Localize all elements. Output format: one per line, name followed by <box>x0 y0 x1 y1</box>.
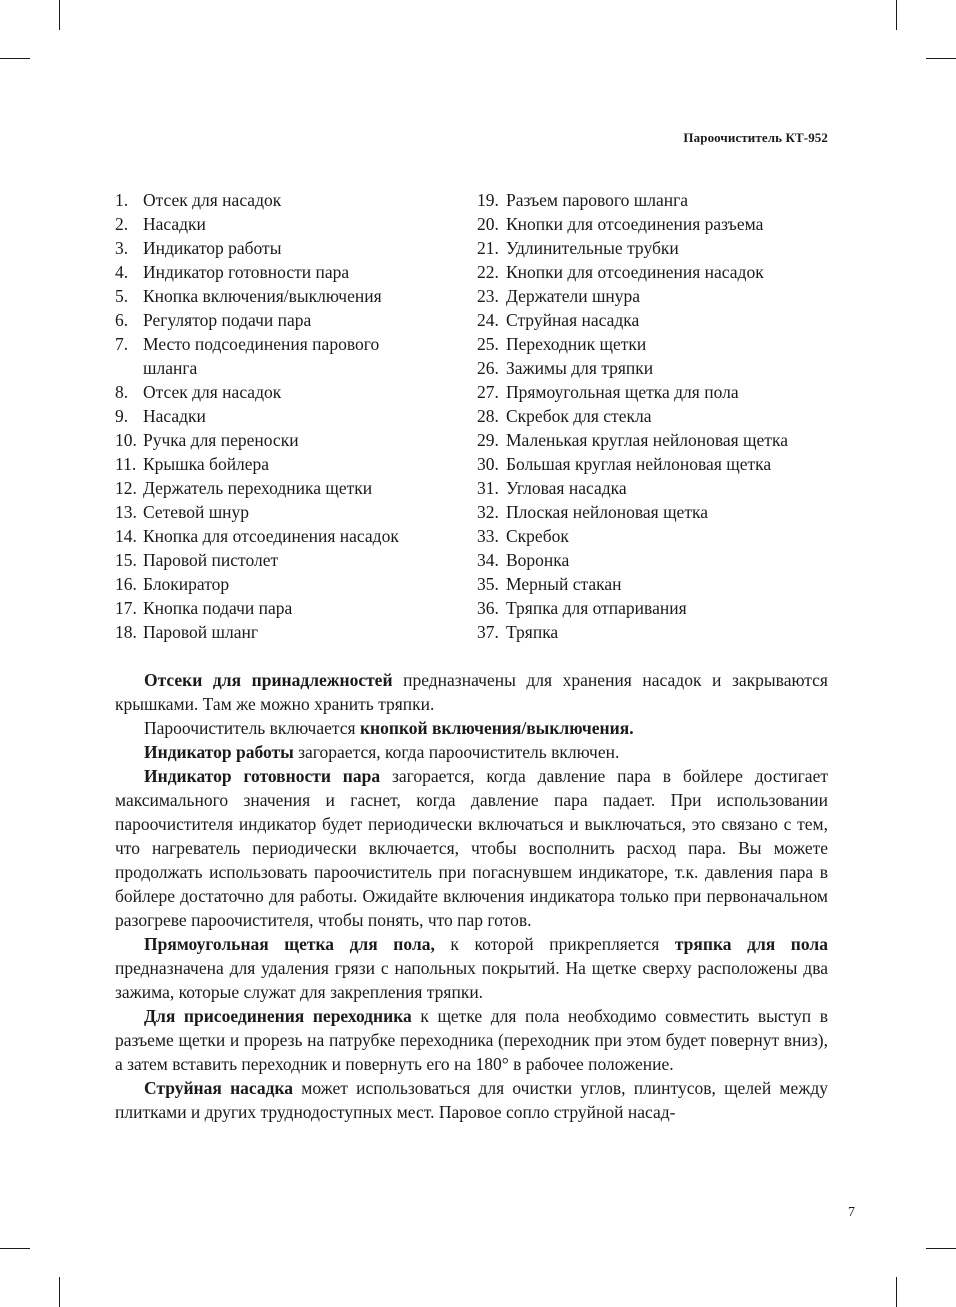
list-item-number: 16. <box>115 574 137 594</box>
list-item <box>477 308 837 332</box>
paragraph-text: загорается, когда давление пара в бойлере достигает максимального значения и гаснет, когда давление пара падает. При использовании пароочистителя индикатор будет периодически включаться и выключаться, это связано с тем, что нагреватель периодически включается, чтобы восполнить расход пара. Вы можете продолжать использовать пароочиститель при погаснувшем индикаторе, т.к. давления пара в бойлере достаточно для работы. Ожидайте включения индикатора только при первоначальном разогреве пароочистителя, чтобы понять, что пар готов. <box>115 766 828 930</box>
list-item-label: Тряпка <box>506 622 559 642</box>
list-item-number: 11. <box>115 454 137 474</box>
list-item-label: Скребок <box>506 526 569 546</box>
list-item-label: Удлинительные трубки <box>506 238 679 258</box>
list-item-number: 14. <box>115 526 137 546</box>
list-item-label: Держатели шнура <box>506 286 641 306</box>
paragraph-text: к щетке для пола необходимо совместить выступ в разъеме щетки и прорезь на патрубке переходника (переходник при этом будет повернут вниз), а затем вставить переходник и повернуть его на 180° в рабочее положение. <box>115 1006 828 1074</box>
list-item-number: 35. <box>477 574 499 594</box>
crop-mark <box>926 58 956 59</box>
list-item <box>115 500 460 524</box>
list-item <box>115 308 460 332</box>
paragraph <box>115 1076 828 1124</box>
list-item <box>115 452 460 476</box>
list-item-number: 18. <box>115 622 137 642</box>
list-item <box>115 524 460 548</box>
list-item-label-continued: шланга <box>143 358 198 378</box>
list-item <box>115 260 460 284</box>
list-item <box>477 524 837 548</box>
paragraph-text: предназначены для хранения насадок и закрываются крышками. Там же можно хранить тряпки. <box>115 670 828 714</box>
list-item <box>477 236 837 260</box>
parts-list-right <box>477 188 837 644</box>
list-item-number: 28. <box>477 406 499 426</box>
list-item-number: 32. <box>477 502 499 522</box>
paragraph-text: загорается, когда пароочиститель включен. <box>293 742 620 762</box>
list-item <box>115 620 460 644</box>
list-item-label: Зажимы для тряпки <box>506 358 654 378</box>
list-item-number: 9. <box>115 406 129 426</box>
list-item-number: 26. <box>477 358 499 378</box>
list-item-label: Место подсоединения парового <box>143 334 380 354</box>
bold-term: Прямоугольная щетка для пола, <box>144 934 435 954</box>
list-item <box>477 332 837 356</box>
list-item-label: Отсек для насадок <box>143 190 282 210</box>
list-item-label: Угловая насадка <box>506 478 627 498</box>
crop-mark <box>59 0 60 30</box>
list-item-label: Насадки <box>143 406 206 426</box>
list-item <box>115 572 460 596</box>
list-item-number: 19. <box>477 190 499 210</box>
crop-mark <box>896 0 897 30</box>
list-item-label: Скребок для стекла <box>506 406 652 426</box>
list-item-number: 4. <box>115 262 129 282</box>
list-item-number: 22. <box>477 262 499 282</box>
crop-mark <box>896 1277 897 1307</box>
list-item <box>115 548 460 572</box>
list-item-number: 36. <box>477 598 499 618</box>
list-item <box>115 212 460 236</box>
list-item-number: 25. <box>477 334 499 354</box>
list-item-label: Регулятор подачи пара <box>143 310 312 330</box>
list-item-label: Кнопки для отсоединения насадок <box>506 262 764 282</box>
list-item <box>477 620 837 644</box>
list-item-number: 2. <box>115 214 129 234</box>
list-item <box>477 260 837 284</box>
list-item-label: Индикатор работы <box>143 238 282 258</box>
list-item-label: Паровой пистолет <box>143 550 279 570</box>
crop-mark <box>926 1248 956 1249</box>
crop-mark <box>59 1277 60 1307</box>
list-item <box>477 572 837 596</box>
list-item-label: Насадки <box>143 214 206 234</box>
list-item-number: 30. <box>477 454 499 474</box>
paragraph <box>115 1004 828 1076</box>
parts-list-left <box>115 188 460 644</box>
list-item <box>115 332 460 380</box>
list-item-label: Кнопки для отсоединения разъема <box>506 214 764 234</box>
list-item-label: Кнопка подачи пара <box>143 598 293 618</box>
list-item <box>115 284 460 308</box>
list-item <box>477 476 837 500</box>
paragraph <box>115 932 828 1004</box>
list-item-label: Тряпка для отпаривания <box>506 598 687 618</box>
bold-term: Индикатор готовности пара <box>144 766 381 786</box>
body-text <box>115 668 828 1124</box>
list-item-label: Кнопка включения/выключения <box>143 286 382 306</box>
list-item-label: Сетевой шнур <box>143 502 250 522</box>
list-item-label: Кнопка для отсоединения насадок <box>143 526 399 546</box>
list-item-number: 31. <box>477 478 499 498</box>
list-item <box>477 548 837 572</box>
bold-term: тряпка для пола <box>674 934 828 954</box>
list-item-number: 8. <box>115 382 129 402</box>
list-item <box>477 212 837 236</box>
list-item-number: 33. <box>477 526 499 546</box>
list-item <box>477 188 837 212</box>
list-item-number: 3. <box>115 238 129 258</box>
list-item-label: Держатель переходника щетки <box>143 478 373 498</box>
list-item-label: Ручка для переноски <box>143 430 299 450</box>
paragraph-text: предназначена для удаления грязи с напольных покрытий. На щетке сверху расположены два зажима, которые служат для закрепления тряпки. <box>115 958 828 1002</box>
list-item <box>477 428 837 452</box>
list-item-number: 10. <box>115 430 137 450</box>
crop-mark <box>0 58 30 59</box>
list-item-label: Воронка <box>506 550 570 570</box>
paragraph <box>115 764 828 932</box>
list-item-label: Прямоугольная щетка для пола <box>506 382 739 402</box>
paragraph-text: Пароочиститель включается <box>144 718 360 738</box>
list-item-number: 1. <box>115 190 129 210</box>
paragraph-text: к которой прикрепляется <box>434 934 675 954</box>
list-item-label: Большая круглая нейлоновая щетка <box>506 454 772 474</box>
list-item <box>115 404 460 428</box>
bold-term: Индикатор работы <box>144 742 294 762</box>
list-item-label: Паровой шланг <box>143 622 259 642</box>
list-item-number: 6. <box>115 310 129 330</box>
list-item-label: Отсек для насадок <box>143 382 282 402</box>
paragraph-text: может использоваться для очистки углов, плинтусов, щелей между плитками и других труднодоступных мест. Паровое сопло струйной насад- <box>115 1078 828 1122</box>
paragraph <box>115 740 828 764</box>
list-item <box>477 500 837 524</box>
page-number: 7 <box>848 1205 855 1220</box>
list-item-number: 12. <box>115 478 137 498</box>
list-item-label: Мерный стакан <box>506 574 622 594</box>
paragraph <box>115 716 828 740</box>
list-item-label: Маленькая круглая нейлоновая щетка <box>506 430 788 450</box>
crop-mark <box>0 1248 30 1249</box>
list-item-label: Разъем парового шланга <box>506 190 689 210</box>
list-item-number: 15. <box>115 550 137 570</box>
list-item-label: Переходник щетки <box>506 334 647 354</box>
list-item-number: 27. <box>477 382 499 402</box>
list-item-number: 5. <box>115 286 129 306</box>
list-item <box>115 188 460 212</box>
paragraph <box>115 668 828 716</box>
list-item-number: 37. <box>477 622 499 642</box>
list-item <box>115 476 460 500</box>
list-item <box>477 452 837 476</box>
list-item-label: Крышка бойлера <box>143 454 270 474</box>
list-item-number: 23. <box>477 286 499 306</box>
bold-term: Для присоединения переходника <box>144 1006 412 1026</box>
list-item <box>477 284 837 308</box>
bold-term: Отсеки для принадлежностей <box>144 670 393 690</box>
list-item-number: 21. <box>477 238 499 258</box>
list-item <box>477 404 837 428</box>
list-item-number: 34. <box>477 550 499 570</box>
list-item <box>115 236 460 260</box>
list-item-number: 24. <box>477 310 499 330</box>
list-item <box>477 596 837 620</box>
running-header: Пароочиститель КТ-952 <box>683 130 828 145</box>
list-item-number: 20. <box>477 214 499 234</box>
list-item-number: 7. <box>115 334 129 354</box>
list-item <box>115 596 460 620</box>
bold-term: Струйная насадка <box>144 1078 294 1098</box>
list-item <box>115 428 460 452</box>
list-item <box>115 380 460 404</box>
list-item-label: Плоская нейлоновая щетка <box>506 502 708 522</box>
list-item-label: Струйная насадка <box>506 310 640 330</box>
list-item-number: 17. <box>115 598 137 618</box>
list-item-label: Индикатор готовности пара <box>143 262 350 282</box>
list-item-number: 29. <box>477 430 499 450</box>
list-item-label: Блокиратор <box>143 574 230 594</box>
bold-term: кнопкой включения/выключения. <box>359 718 634 738</box>
list-item-number: 13. <box>115 502 137 522</box>
list-item <box>477 356 837 380</box>
list-item <box>477 380 837 404</box>
